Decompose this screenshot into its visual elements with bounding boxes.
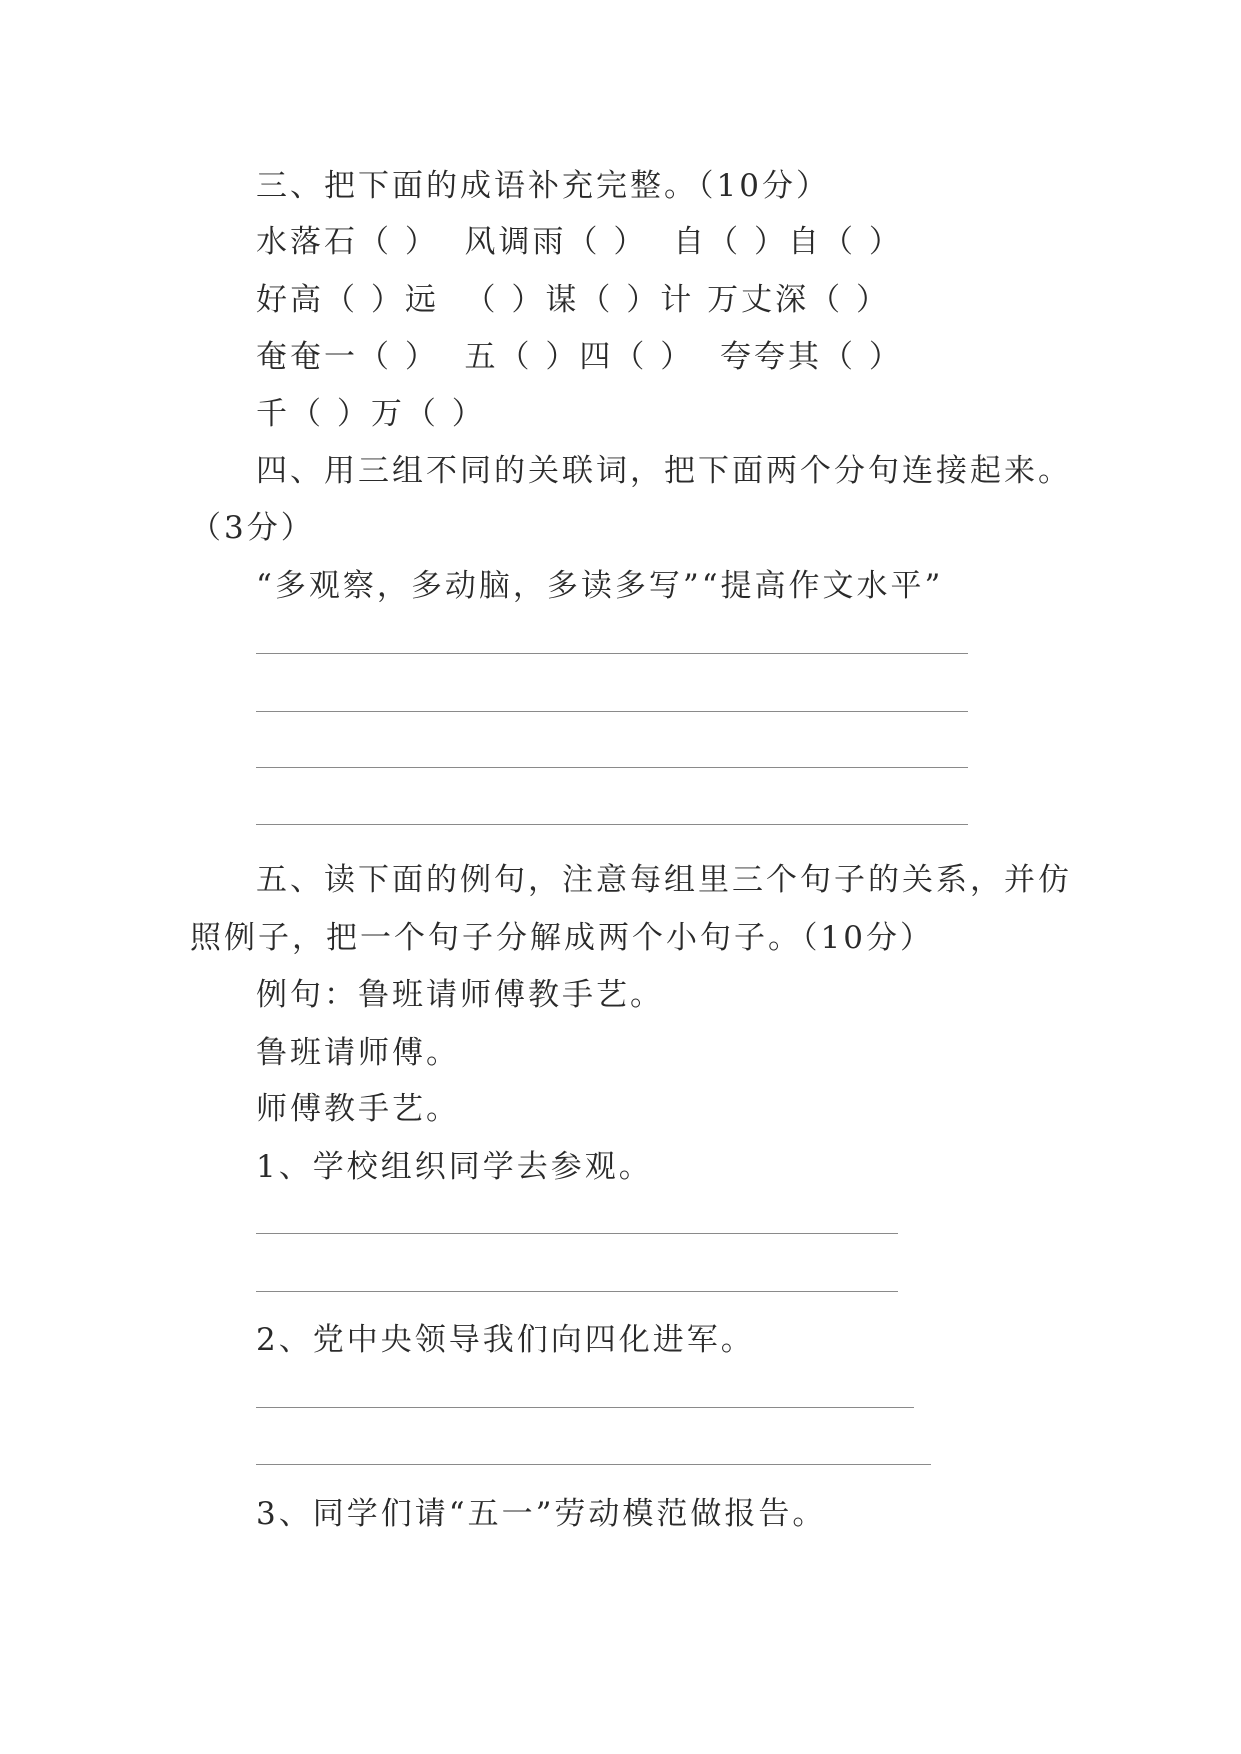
section5-heading-cont: 照例子，把一个句子分解成两个小句子。（10分）: [190, 920, 934, 956]
answer-line[interactable]: [256, 1291, 898, 1292]
example-sentence: 例句：鲁班请师傅教手艺。: [256, 977, 664, 1013]
section4-heading-score: （3分）: [190, 510, 315, 546]
answer-line[interactable]: [256, 1407, 914, 1408]
answer-line[interactable]: [256, 711, 968, 712]
example-part-2: 师傅教手艺。: [256, 1091, 460, 1127]
idiom-row-4: 千（ ）万（ ）: [256, 396, 486, 432]
section3-heading: 三、把下面的成语补充完整。（10分）: [256, 168, 830, 204]
question-2: 2、党中央领导我们向四化进军。: [256, 1322, 755, 1358]
answer-line[interactable]: [256, 824, 968, 825]
section4-clauses: “多观察，多动脑，多读多写”“提高作文水平”: [256, 568, 944, 604]
answer-line[interactable]: [256, 767, 968, 768]
answer-line[interactable]: [256, 1233, 898, 1234]
example-part-1: 鲁班请师傅。: [256, 1035, 460, 1071]
answer-line[interactable]: [256, 653, 968, 654]
idiom-row-3: 奄奄一（ ） 五（ ）四（ ） 夸夸其（ ）: [256, 339, 903, 375]
question-1: 1、学校组织同学去参观。: [256, 1149, 653, 1185]
section4-heading: 四、用三组不同的关联词，把下面两个分句连接起来。: [256, 453, 1072, 489]
question-3: 3、同学们请“五一”劳动模范做报告。: [256, 1496, 827, 1532]
idiom-row-2: 好高（ ）远 （ ）谋（ ）计 万丈深（ ）: [256, 282, 890, 318]
idiom-row-1: 水落石（ ） 风调雨（ ） 自（ ）自（ ）: [256, 224, 903, 260]
answer-line[interactable]: [256, 1464, 931, 1465]
section5-heading: 五、读下面的例句，注意每组里三个句子的关系，并仿: [256, 862, 1072, 898]
